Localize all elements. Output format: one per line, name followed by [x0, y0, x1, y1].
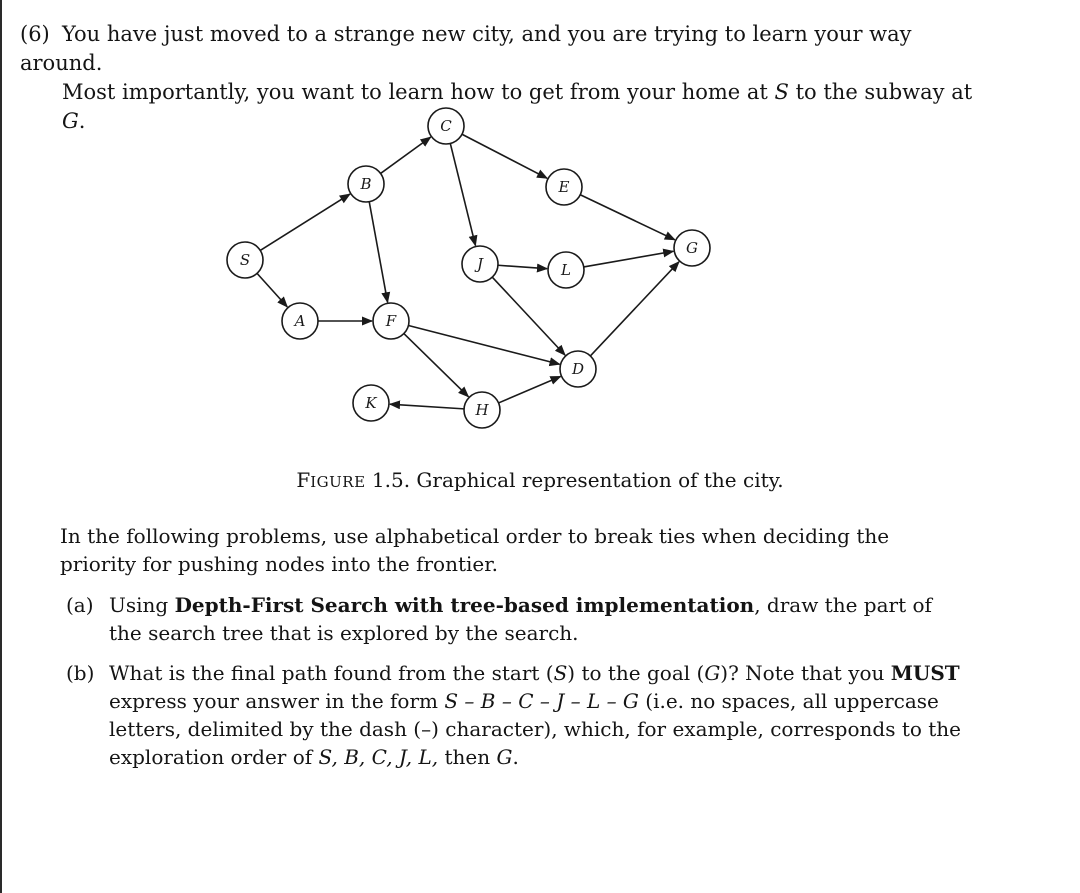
edge-d-to-g [590, 262, 679, 356]
edge-h-to-k [390, 404, 464, 409]
part-b-label: (b) [66, 661, 95, 685]
part-b-goal: G [704, 661, 721, 685]
part-a-label: (a) [66, 593, 94, 617]
figure-caption [0, 468, 1080, 492]
node-b [348, 166, 384, 202]
part-b-t5: (i.e. no spaces, all uppercase letters, delimited by the dash (–) character), which, for example, corresponds to the exploration order of [109, 689, 962, 769]
part-b-t1: What is the final path found from the start ( [109, 661, 554, 685]
node-e [546, 169, 582, 205]
part-b-start: S [553, 661, 568, 685]
city-graph-figure [0, 95, 1080, 435]
edge-l-to-g [584, 251, 674, 267]
intro-text-2c: . [78, 109, 86, 133]
node-l [548, 252, 584, 288]
node-c [428, 108, 464, 144]
node-f-label: F [385, 312, 397, 330]
edge-j-to-d [492, 277, 565, 355]
node-d [560, 351, 596, 387]
node-g [674, 230, 710, 266]
node-e-label: E [558, 178, 570, 196]
edge-b-to-c [381, 137, 431, 173]
start-symbol: S [774, 80, 789, 104]
node-s [227, 242, 263, 278]
part-b-t2: ) to the goal ( [567, 661, 705, 685]
caption-text: 1.5. Graphical representation of the city. [365, 468, 784, 492]
edge-h-to-d [499, 376, 561, 402]
edge-f-to-h [404, 334, 469, 397]
node-l-label: L [561, 261, 571, 279]
intro-line-1 [20, 20, 980, 78]
node-k [353, 385, 389, 421]
edge-c-to-j [450, 143, 475, 245]
part-a-pre: Using [109, 593, 175, 617]
part-b-t7: . [512, 745, 519, 769]
part-b-text [66, 659, 966, 771]
edge-s-to-b [260, 194, 350, 250]
part-b-t4: express your answer in the form [109, 689, 445, 713]
node-h [464, 392, 500, 428]
instructions-paragraph: In the following problems, use alphabetical order to break ties when deciding the priority for pushing nodes into the frontier. [60, 524, 890, 576]
part-b-t3: )? Note that you [720, 661, 891, 685]
part-a-post: , draw the part of the search tree that is explored by the search. [109, 593, 932, 645]
node-a-label: A [294, 312, 306, 330]
part-b-t6: then [438, 745, 497, 769]
node-k-label: K [365, 394, 377, 412]
intro-text-2a: Most importantly, you want to learn how to get from your home at [62, 80, 775, 104]
intro-text-1: You have just moved to a strange new city, and you are trying to learn your way around. [20, 22, 912, 75]
caption-small-caps: IGURE [310, 473, 366, 491]
node-j [462, 246, 498, 282]
part-b-must: MUST [890, 661, 960, 685]
node-a [282, 303, 318, 339]
caption-initial: F [296, 468, 311, 492]
question-number: (6) [20, 22, 50, 46]
node-s-label: S [239, 251, 251, 269]
part-a-text [66, 591, 966, 647]
part-b-last: G [496, 745, 513, 769]
intro-text-2b: to the subway at [788, 80, 973, 104]
part-b-order: S, B, C, J, L, [318, 745, 439, 769]
goal-symbol: G [62, 109, 79, 133]
part-b [66, 659, 966, 771]
node-f [373, 303, 409, 339]
edge-c-to-e [462, 134, 547, 178]
node-h-label: H [475, 401, 489, 419]
part-b-example-path: S – B – C – J – L – G [444, 689, 639, 713]
node-c-label: C [440, 117, 452, 135]
edge-e-to-g [580, 195, 675, 240]
node-d-label: D [571, 360, 585, 378]
node-b-label: B [360, 175, 372, 193]
part-a-bold: Depth-First Search with tree-based implementation [174, 593, 755, 617]
part-a [66, 591, 966, 647]
node-j-label: J [476, 255, 484, 273]
edge-b-to-f [369, 202, 387, 303]
edge-j-to-l [498, 265, 547, 268]
edge-s-to-a [257, 273, 287, 307]
graph-nodes [227, 108, 710, 428]
node-g-label: G [686, 239, 698, 257]
edge-f-to-d [408, 325, 559, 364]
